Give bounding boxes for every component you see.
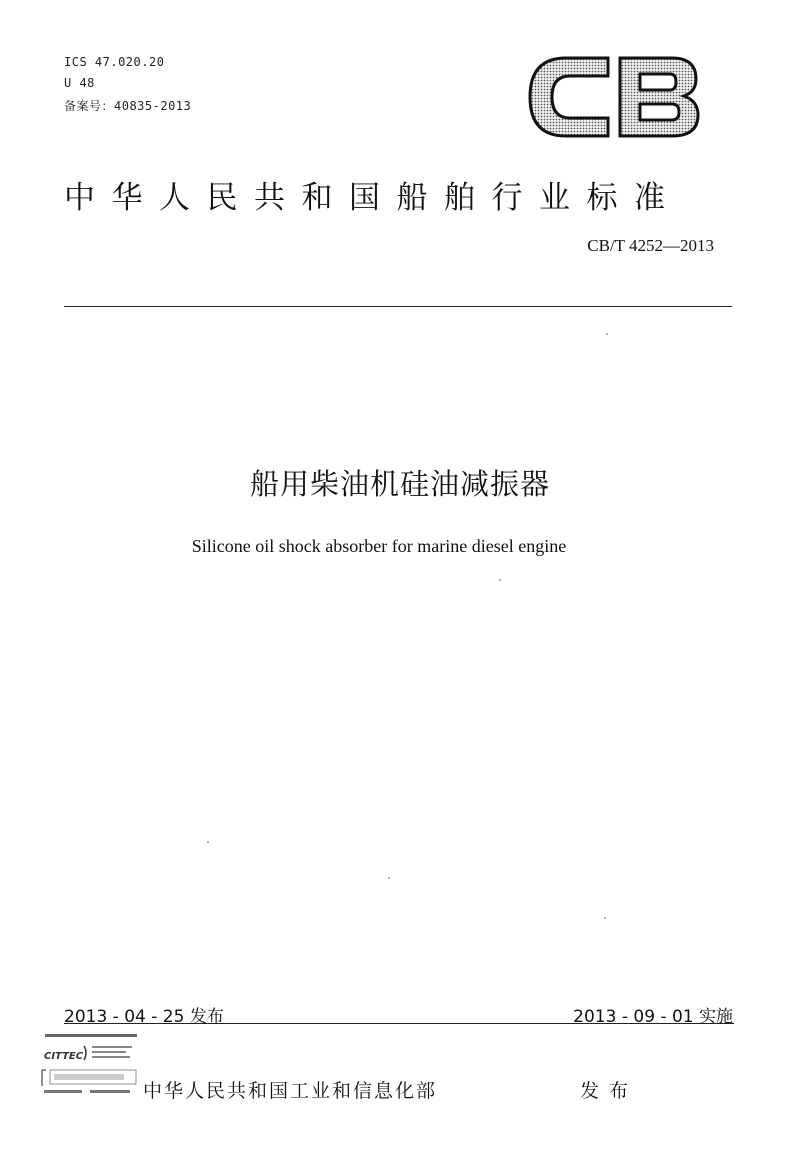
scan-speck <box>207 841 209 843</box>
scan-speck <box>499 579 501 581</box>
document-title-chinese: 船用柴油机硅油减振器 <box>249 467 550 501</box>
footer-divider <box>64 1023 734 1024</box>
stamp-brand-text: CITTEC <box>44 1051 84 1062</box>
scan-speck <box>388 877 390 879</box>
document-title-english: Silicone oil shock absorber for marine diesel engine <box>191 536 567 556</box>
classification-code: U 48 <box>64 76 95 90</box>
standard-type-title: 中华人民共和国船舶行业标准 <box>64 180 682 216</box>
issue-date: 2013 - 04 - 25 发布 <box>64 1007 224 1027</box>
issue-label: 发布 <box>580 1080 639 1102</box>
record-number: 备案号：40835-2013 <box>64 99 192 113</box>
issuing-authority: 中华人民共和国工业和信息化部 <box>143 1080 438 1102</box>
header-divider <box>64 306 732 307</box>
implementation-date: 2013 - 09 - 01 实施 <box>573 1007 733 1027</box>
cb-logo <box>522 52 702 142</box>
scan-speck <box>606 333 608 335</box>
scan-speck <box>604 917 606 919</box>
standard-code: CB/T 4252—2013 <box>587 236 714 255</box>
ics-code: ICS 47.020.20 <box>64 55 165 69</box>
distribution-stamp <box>40 1032 140 1098</box>
